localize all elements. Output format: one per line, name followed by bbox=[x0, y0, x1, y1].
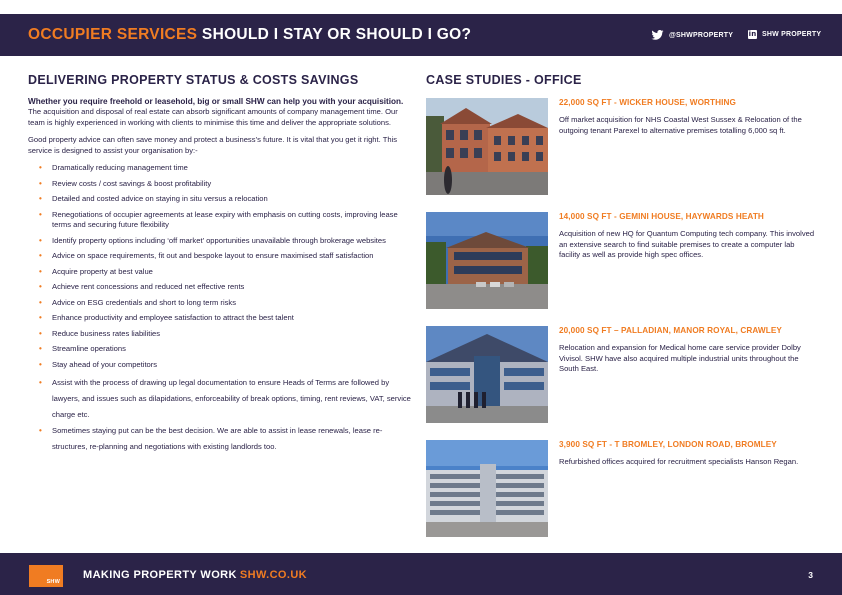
list-item: • Reduce business rates liabilities bbox=[39, 328, 161, 338]
bullet-icon: • bbox=[39, 426, 42, 435]
shw-logo bbox=[29, 565, 63, 587]
bullet-icon: • bbox=[39, 194, 42, 203]
list-item: • Enhance productivity and employee satisfaction to attract the best talent bbox=[39, 313, 294, 322]
services-column bbox=[28, 73, 416, 455]
title-accent: OCCUPIER SERVICES bbox=[28, 26, 198, 43]
bullet-icon: • bbox=[39, 251, 42, 260]
list-item: • Acquire property at best value bbox=[39, 266, 153, 276]
case-description: Off market acquisition for NHS Coastal West Sussex & Relocation of the outgoing tenant Parexel to alternative premises totalling 6,000 sq ft. bbox=[559, 115, 802, 135]
case-title: 14,000 SQ FT - GEMINI HOUSE, HAYWARDS HEATH bbox=[559, 212, 764, 221]
services-list bbox=[28, 163, 416, 455]
list-item: • Renegotiations of occupier agreements at lease expiry with emphasis on cutting costs, improving lease terms and securing future flexibility bbox=[39, 209, 398, 229]
list-item: • Achieve rent concessions and reduced net effective rents bbox=[39, 282, 245, 291]
twitter-link[interactable] bbox=[651, 30, 733, 40]
title-rest: SHOULD I STAY OR SHOULD I GO? bbox=[197, 26, 472, 43]
linkedin-link[interactable] bbox=[748, 30, 821, 39]
list-item: • Assist with the process of drawing up legal documentation to ensure Heads of Terms are followed by lawyers, and issues such as dilapidations, enforceability of break options, timing, rent reviews, VAT, service charge etc. bbox=[28, 375, 416, 423]
bullet-icon: • bbox=[39, 266, 42, 276]
logo-text: SHW bbox=[46, 579, 60, 585]
linkedin-handle: SHW PROPERTY bbox=[762, 31, 822, 38]
list-item: • Dramatically reducing management time bbox=[39, 163, 188, 172]
services-para-1: The acquisition and disposal of real estate can absorb significant amounts of company management time. Our team is highly experienced in working with clients to minimise this time and deliver the appropriate solutions. bbox=[28, 107, 398, 127]
case-photo-gemini-house bbox=[426, 212, 548, 309]
case-studies-column bbox=[426, 73, 818, 466]
bullet-icon: • bbox=[39, 282, 42, 291]
case-photo-palladian bbox=[426, 326, 548, 423]
bullet-icon: • bbox=[39, 297, 42, 307]
list-item: • Sometimes staying put can be the best decision. We are able to assist in lease renewals, lease re- structures, re-planning and negotiations with existing landlords too. bbox=[28, 423, 416, 455]
list-item: • Review costs / cost savings & boost profitability bbox=[39, 178, 212, 188]
footer-tagline bbox=[83, 569, 307, 581]
page-title bbox=[28, 26, 471, 44]
services-para-2: Good property advice can often save money and protect a business’s future. It is vital that you get it right. This service is designed to assist your organisation by:- bbox=[28, 135, 398, 155]
list-item: • Detailed and costed advice on staying in situ versus a relocation bbox=[39, 194, 268, 203]
page-number: 3 bbox=[808, 570, 813, 580]
case-studies-heading: CASE STUDIES - OFFICE bbox=[426, 73, 582, 87]
case-photo-t-bromley bbox=[426, 440, 548, 537]
case-description: Refurbished offices acquired for recruitment specialists Hanson Regan. bbox=[559, 457, 799, 466]
bullet-icon: • bbox=[39, 313, 42, 322]
tagline-text: MAKING PROPERTY WORK bbox=[83, 569, 237, 581]
bullet-icon: • bbox=[39, 328, 42, 338]
twitter-handle: @SHWPROPERTY bbox=[669, 31, 734, 39]
bullet-icon: • bbox=[39, 359, 42, 369]
bullet-icon: • bbox=[39, 344, 42, 353]
twitter-icon bbox=[651, 30, 664, 40]
case-title: 20,000 SQ FT – PALLADIAN, MANOR ROYAL, CRAWLEY bbox=[559, 326, 782, 335]
footer-bar bbox=[0, 553, 842, 595]
case-photo-wicker-house bbox=[426, 98, 548, 195]
list-item: • Advice on space requirements, fit out and bespoke layout to ensure maximised staff satisfaction bbox=[39, 251, 374, 260]
services-lead: Whether you require freehold or leasehold, big or small SHW can help you with your acquisition. bbox=[28, 97, 404, 106]
bullet-icon: • bbox=[39, 235, 42, 245]
bullet-icon: • bbox=[39, 378, 42, 387]
services-heading: DELIVERING PROPERTY STATUS & COSTS SAVINGS bbox=[28, 73, 359, 87]
case-title: 22,000 SQ FT - WICKER HOUSE, WORTHING bbox=[559, 98, 737, 107]
list-item: • Streamline operations bbox=[39, 344, 126, 353]
bullet-icon: • bbox=[39, 163, 42, 172]
case-title: 3,900 SQ FT - T BROMLEY, LONDON ROAD, BROMLEY bbox=[559, 440, 777, 449]
bullet-icon: • bbox=[39, 209, 42, 219]
case-description: Acquisition of new HQ for Quantum Computing tech company. This involved an extensive search to find suitable premises to create a computer lab facility as well as provide high spec offices. bbox=[559, 229, 815, 259]
list-item: • Advice on ESG credentials and short to long term risks bbox=[39, 297, 237, 307]
header-bar bbox=[0, 14, 842, 56]
linkedin-icon: in bbox=[748, 30, 757, 38]
list-item: • Stay ahead of your competitors bbox=[39, 359, 158, 369]
case-description: Relocation and expansion for Medical home care service provider Dolby Vivisol. SHW have also acquired multiple industrial units throughout the South East. bbox=[559, 343, 801, 373]
list-item: • Identify property options including ‘off market’ opportunities unavailable through brokerage websites bbox=[39, 235, 386, 245]
bullet-icon: • bbox=[39, 178, 42, 188]
website-link[interactable]: SHW.CO.UK bbox=[239, 569, 308, 581]
